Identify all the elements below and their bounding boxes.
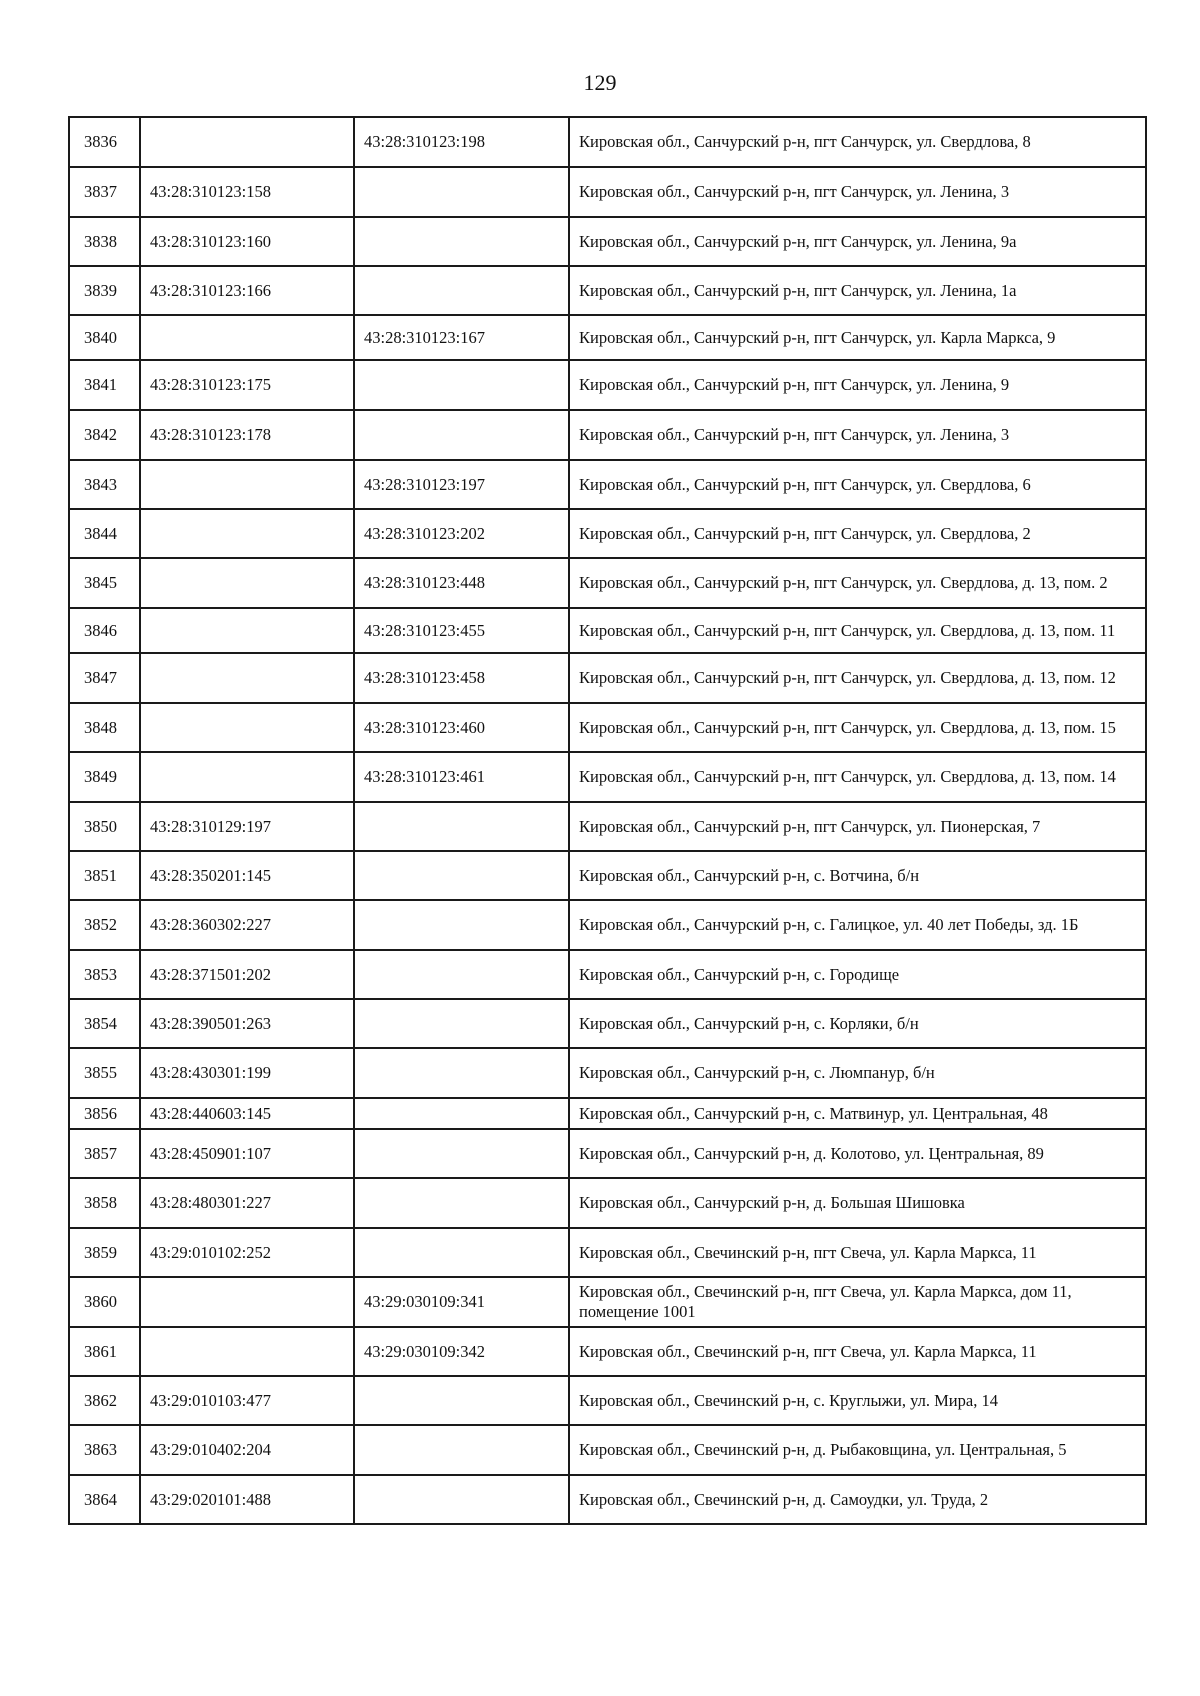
row-number-cell: 3858 <box>69 1178 140 1228</box>
address-cell: Кировская обл., Санчурский р-н, пгт Санчурск, ул. Ленина, 9 <box>569 360 1146 410</box>
address-cell: Кировская обл., Санчурский р-н, с. Корляки, б/н <box>569 999 1146 1048</box>
address-cell: Кировская обл., Санчурский р-н, д. Колотово, ул. Центральная, 89 <box>569 1129 1146 1178</box>
land-cadastral-number-cell: 43:28:310129:197 <box>140 802 354 851</box>
table-row <box>69 802 1146 851</box>
row-number-cell: 3852 <box>69 900 140 950</box>
table-row <box>69 1129 1146 1178</box>
building-cadastral-number-cell: 43:28:310123:460 <box>354 703 569 752</box>
table-row <box>69 1475 1146 1524</box>
registry-table-body <box>69 117 1146 1524</box>
row-number-cell: 3849 <box>69 752 140 802</box>
table-row <box>69 1048 1146 1098</box>
address-cell: Кировская обл., Санчурский р-н, пгт Санчурск, ул. Свердлова, д. 13, пом. 14 <box>569 752 1146 802</box>
row-number-cell: 3838 <box>69 217 140 266</box>
land-cadastral-number-cell: 43:29:020101:488 <box>140 1475 354 1524</box>
address-cell: Кировская обл., Санчурский р-н, с. Матвинур, ул. Центральная, 48 <box>569 1098 1146 1129</box>
address-cell: Кировская обл., Свечинский р-н, пгт Свеча, ул. Карла Маркса, 11 <box>569 1327 1146 1376</box>
building-cadastral-number-cell <box>354 1475 569 1524</box>
address-cell: Кировская обл., Санчурский р-н, с. Люмпанур, б/н <box>569 1048 1146 1098</box>
building-cadastral-number-cell: 43:28:310123:202 <box>354 509 569 558</box>
land-cadastral-number-cell: 43:28:310123:158 <box>140 167 354 217</box>
row-number-cell: 3843 <box>69 460 140 509</box>
building-cadastral-number-cell: 43:29:030109:342 <box>354 1327 569 1376</box>
land-cadastral-number-cell: 43:28:310123:175 <box>140 360 354 410</box>
land-cadastral-number-cell <box>140 1277 354 1327</box>
address-cell: Кировская обл., Санчурский р-н, пгт Санчурск, ул. Карла Маркса, 9 <box>569 315 1146 360</box>
row-number-cell: 3846 <box>69 608 140 653</box>
land-cadastral-number-cell: 43:28:310123:178 <box>140 410 354 460</box>
building-cadastral-number-cell <box>354 1376 569 1425</box>
land-cadastral-number-cell: 43:28:310123:166 <box>140 266 354 315</box>
address-cell: Кировская обл., Санчурский р-н, пгт Санчурск, ул. Свердлова, 2 <box>569 509 1146 558</box>
land-cadastral-number-cell <box>140 1327 354 1376</box>
row-number-cell: 3860 <box>69 1277 140 1327</box>
address-cell: Кировская обл., Санчурский р-н, пгт Санчурск, ул. Свердлова, 8 <box>569 117 1146 167</box>
building-cadastral-number-cell <box>354 217 569 266</box>
row-number-cell: 3845 <box>69 558 140 608</box>
address-cell: Кировская обл., Свечинский р-н, д. Рыбаковщина, ул. Центральная, 5 <box>569 1425 1146 1475</box>
table-row <box>69 900 1146 950</box>
land-cadastral-number-cell: 43:28:480301:227 <box>140 1178 354 1228</box>
land-cadastral-number-cell: 43:28:371501:202 <box>140 950 354 999</box>
address-cell: Кировская обл., Санчурский р-н, пгт Санчурск, ул. Свердлова, д. 13, пом. 2 <box>569 558 1146 608</box>
address-cell: Кировская обл., Свечинский р-н, с. Круглыжи, ул. Мира, 14 <box>569 1376 1146 1425</box>
building-cadastral-number-cell <box>354 266 569 315</box>
land-cadastral-number-cell <box>140 117 354 167</box>
row-number-cell: 3842 <box>69 410 140 460</box>
building-cadastral-number-cell: 43:28:310123:458 <box>354 653 569 703</box>
address-cell: Кировская обл., Санчурский р-н, с. Вотчина, б/н <box>569 851 1146 900</box>
row-number-cell: 3853 <box>69 950 140 999</box>
table-row <box>69 558 1146 608</box>
row-number-cell: 3855 <box>69 1048 140 1098</box>
building-cadastral-number-cell <box>354 851 569 900</box>
row-number-cell: 3836 <box>69 117 140 167</box>
row-number-cell: 3841 <box>69 360 140 410</box>
row-number-cell: 3854 <box>69 999 140 1048</box>
building-cadastral-number-cell: 43:28:310123:198 <box>354 117 569 167</box>
building-cadastral-number-cell <box>354 360 569 410</box>
building-cadastral-number-cell <box>354 1425 569 1475</box>
address-cell: Кировская обл., Санчурский р-н, пгт Санчурск, ул. Свердлова, д. 13, пом. 11 <box>569 608 1146 653</box>
address-cell: Кировская обл., Санчурский р-н, пгт Санчурск, ул. Ленина, 3 <box>569 167 1146 217</box>
address-cell: Кировская обл., Санчурский р-н, с. Городище <box>569 950 1146 999</box>
table-row <box>69 1376 1146 1425</box>
building-cadastral-number-cell <box>354 802 569 851</box>
row-number-cell: 3839 <box>69 266 140 315</box>
table-row <box>69 608 1146 653</box>
table-row <box>69 1425 1146 1475</box>
building-cadastral-number-cell <box>354 167 569 217</box>
building-cadastral-number-cell <box>354 1048 569 1098</box>
land-cadastral-number-cell: 43:28:390501:263 <box>140 999 354 1048</box>
land-cadastral-number-cell <box>140 703 354 752</box>
address-cell: Кировская обл., Санчурский р-н, пгт Санчурск, ул. Пионерская, 7 <box>569 802 1146 851</box>
table-row <box>69 1277 1146 1327</box>
building-cadastral-number-cell: 43:28:310123:455 <box>354 608 569 653</box>
land-cadastral-number-cell <box>140 509 354 558</box>
table-row <box>69 1327 1146 1376</box>
address-cell: Кировская обл., Санчурский р-н, пгт Санчурск, ул. Ленина, 9а <box>569 217 1146 266</box>
building-cadastral-number-cell <box>354 1178 569 1228</box>
land-cadastral-number-cell: 43:28:360302:227 <box>140 900 354 950</box>
table-row <box>69 266 1146 315</box>
row-number-cell: 3856 <box>69 1098 140 1129</box>
land-cadastral-number-cell <box>140 460 354 509</box>
land-cadastral-number-cell <box>140 653 354 703</box>
row-number-cell: 3837 <box>69 167 140 217</box>
land-cadastral-number-cell <box>140 558 354 608</box>
row-number-cell: 3851 <box>69 851 140 900</box>
building-cadastral-number-cell <box>354 1098 569 1129</box>
address-cell: Кировская обл., Санчурский р-н, пгт Санчурск, ул. Ленина, 1а <box>569 266 1146 315</box>
land-cadastral-number-cell: 43:29:010102:252 <box>140 1228 354 1277</box>
address-cell: Кировская обл., Санчурский р-н, д. Большая Шишовка <box>569 1178 1146 1228</box>
table-row <box>69 167 1146 217</box>
building-cadastral-number-cell: 43:28:310123:197 <box>354 460 569 509</box>
row-number-cell: 3863 <box>69 1425 140 1475</box>
building-cadastral-number-cell: 43:29:030109:341 <box>354 1277 569 1327</box>
address-cell: Кировская обл., Свечинский р-н, пгт Свеча, ул. Карла Маркса, 11 <box>569 1228 1146 1277</box>
building-cadastral-number-cell <box>354 1129 569 1178</box>
row-number-cell: 3857 <box>69 1129 140 1178</box>
land-cadastral-number-cell <box>140 752 354 802</box>
building-cadastral-number-cell <box>354 999 569 1048</box>
table-row <box>69 752 1146 802</box>
land-cadastral-number-cell: 43:28:440603:145 <box>140 1098 354 1129</box>
property-registry-table <box>68 116 1147 1525</box>
table-row <box>69 851 1146 900</box>
row-number-cell: 3862 <box>69 1376 140 1425</box>
address-cell: Кировская обл., Санчурский р-н, пгт Санчурск, ул. Свердлова, д. 13, пом. 15 <box>569 703 1146 752</box>
address-cell: Кировская обл., Санчурский р-н, пгт Санчурск, ул. Свердлова, 6 <box>569 460 1146 509</box>
land-cadastral-number-cell <box>140 315 354 360</box>
land-cadastral-number-cell: 43:29:010402:204 <box>140 1425 354 1475</box>
row-number-cell: 3847 <box>69 653 140 703</box>
land-cadastral-number-cell: 43:29:010103:477 <box>140 1376 354 1425</box>
row-number-cell: 3840 <box>69 315 140 360</box>
address-cell: Кировская обл., Свечинский р-н, д. Самоудки, ул. Труда, 2 <box>569 1475 1146 1524</box>
table-row <box>69 410 1146 460</box>
row-number-cell: 3864 <box>69 1475 140 1524</box>
page-number: 129 <box>583 70 617 95</box>
address-cell: Кировская обл., Санчурский р-н, с. Галицкое, ул. 40 лет Победы, зд. 1Б <box>569 900 1146 950</box>
land-cadastral-number-cell <box>140 608 354 653</box>
land-cadastral-number-cell: 43:28:350201:145 <box>140 851 354 900</box>
address-cell: Кировская обл., Свечинский р-н, пгт Свеча, ул. Карла Маркса, дом 11, помещение 1001 <box>569 1277 1146 1327</box>
table-row <box>69 117 1146 167</box>
table-row <box>69 653 1146 703</box>
table-row <box>69 703 1146 752</box>
table-row <box>69 217 1146 266</box>
land-cadastral-number-cell: 43:28:430301:199 <box>140 1048 354 1098</box>
building-cadastral-number-cell: 43:28:310123:167 <box>354 315 569 360</box>
row-number-cell: 3859 <box>69 1228 140 1277</box>
building-cadastral-number-cell <box>354 410 569 460</box>
land-cadastral-number-cell: 43:28:310123:160 <box>140 217 354 266</box>
table-row <box>69 1228 1146 1277</box>
building-cadastral-number-cell: 43:28:310123:461 <box>354 752 569 802</box>
table-row <box>69 360 1146 410</box>
table-row <box>69 460 1146 509</box>
building-cadastral-number-cell <box>354 950 569 999</box>
building-cadastral-number-cell <box>354 1228 569 1277</box>
table-row <box>69 950 1146 999</box>
row-number-cell: 3844 <box>69 509 140 558</box>
table-row <box>69 509 1146 558</box>
row-number-cell: 3861 <box>69 1327 140 1376</box>
table-row <box>69 1098 1146 1129</box>
land-cadastral-number-cell: 43:28:450901:107 <box>140 1129 354 1178</box>
address-cell: Кировская обл., Санчурский р-н, пгт Санчурск, ул. Свердлова, д. 13, пом. 12 <box>569 653 1146 703</box>
row-number-cell: 3850 <box>69 802 140 851</box>
address-cell: Кировская обл., Санчурский р-н, пгт Санчурск, ул. Ленина, 3 <box>569 410 1146 460</box>
building-cadastral-number-cell <box>354 900 569 950</box>
row-number-cell: 3848 <box>69 703 140 752</box>
table-row <box>69 315 1146 360</box>
building-cadastral-number-cell: 43:28:310123:448 <box>354 558 569 608</box>
table-row <box>69 999 1146 1048</box>
table-row <box>69 1178 1146 1228</box>
